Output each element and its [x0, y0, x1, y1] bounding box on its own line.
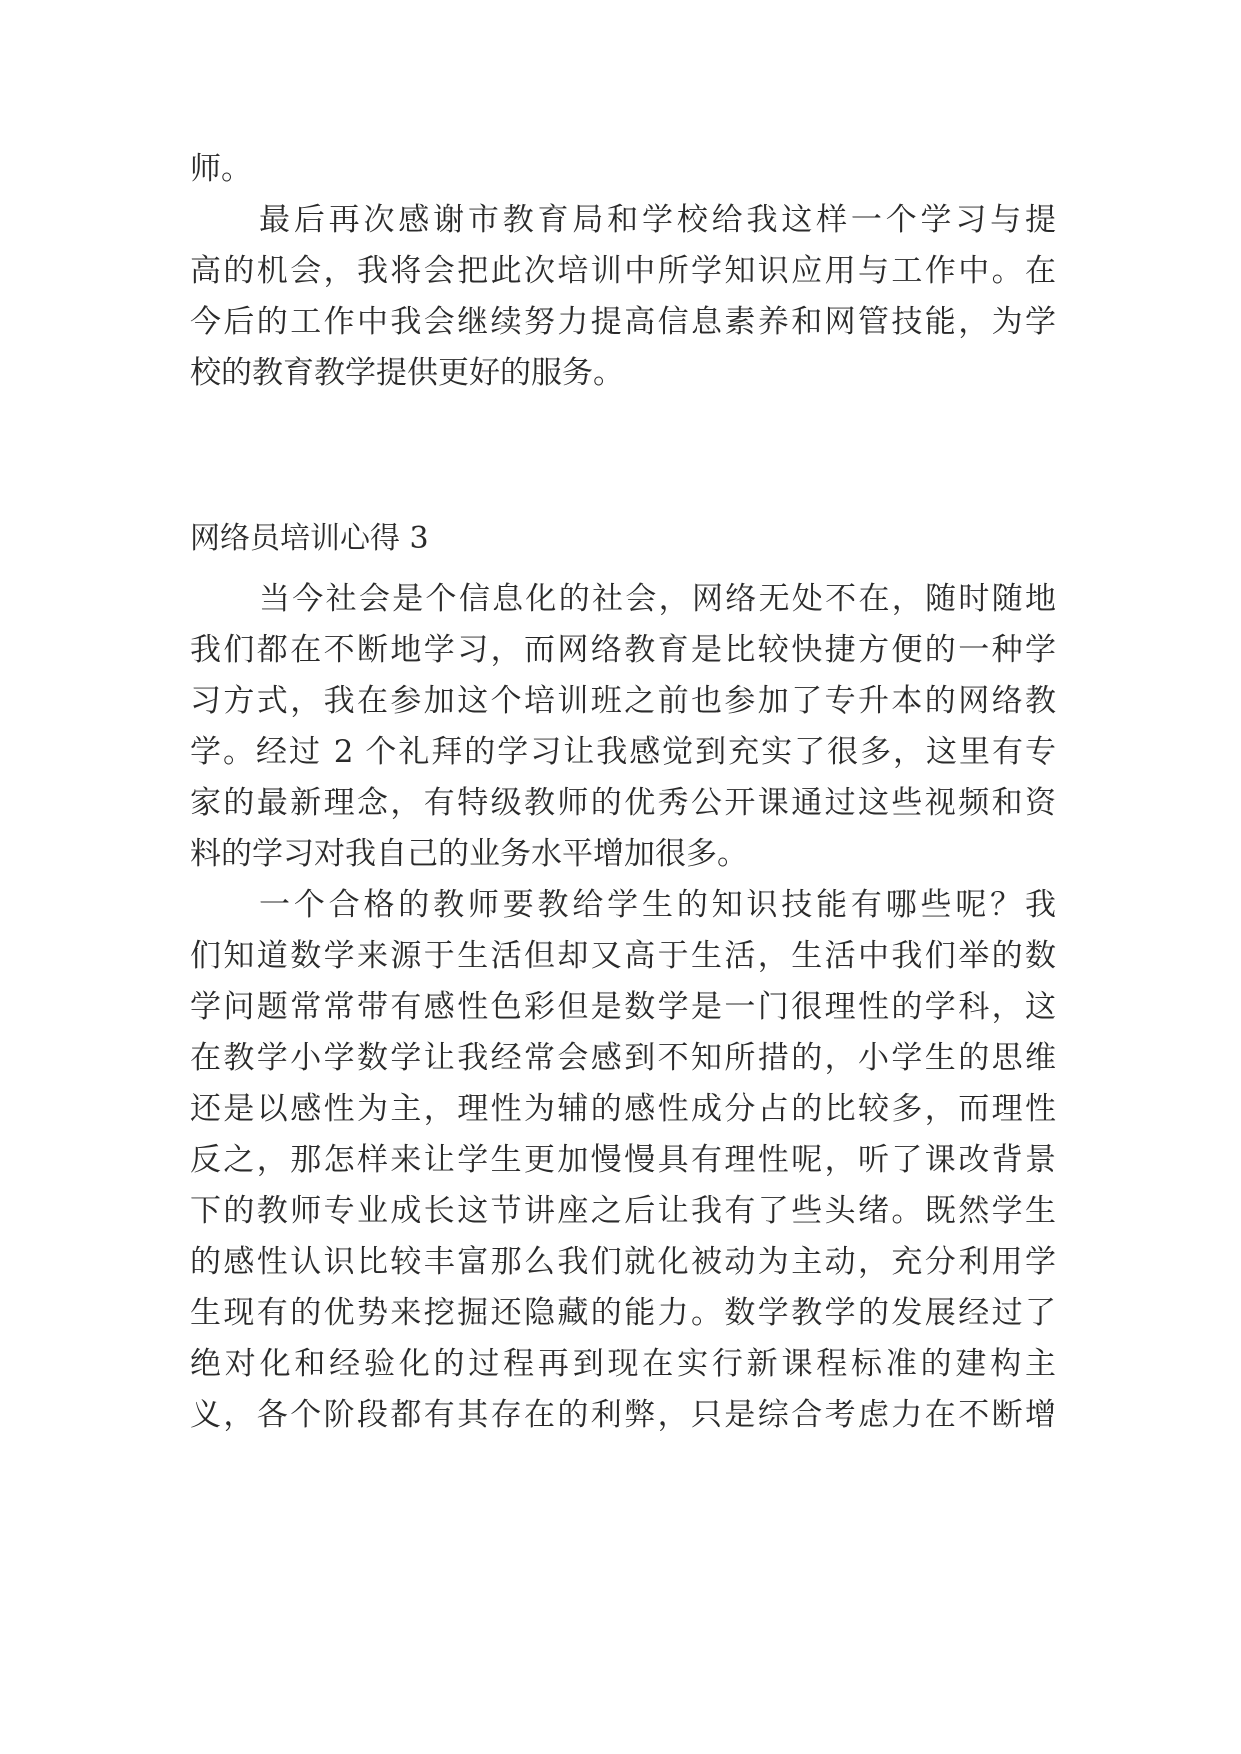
paragraph-line: 义，各个阶段都有其存在的利弊，只是综合考虑力在不断增	[190, 1397, 1056, 1433]
paragraph-line: 今后的工作中我会继续努力提高信息素养和网管技能，为学	[190, 304, 1056, 340]
paragraph-line: 料的学习对我自己的业务水平增加很多。	[190, 836, 748, 872]
paragraph-line: 反之，那怎样来让学生更加慢慢具有理性呢，听了课改背景	[190, 1142, 1056, 1178]
section-heading: 网络员培训心得 3	[190, 521, 429, 556]
paragraph-line: 生现有的优势来挖掘还隐藏的能力。数学教学的发展经过了	[190, 1295, 1056, 1331]
paragraph-line: 校的教育教学提供更好的服务。	[190, 355, 624, 391]
paragraph-line: 家的最新理念，有特级教师的优秀公开课通过这些视频和资	[190, 785, 1056, 821]
paragraph-line: 最后再次感谢市教育局和学校给我这样一个学习与提	[259, 202, 1056, 238]
paragraph-line: 绝对化和经验化的过程再到现在实行新课程标准的建构主	[190, 1346, 1056, 1382]
paragraph-line: 们知道数学来源于生活但却又高于生活，生活中我们举的数	[190, 938, 1056, 974]
paragraph-line: 习方式，我在参加这个培训班之前也参加了专升本的网络教	[190, 683, 1056, 719]
paragraph-line: 学问题常常带有感性色彩但是数学是一门很理性的学科，这	[190, 989, 1056, 1025]
paragraph-line: 在教学小学数学让我经常会感到不知所措的，小学生的思维	[190, 1040, 1056, 1076]
paragraph-line: 师。	[190, 151, 252, 187]
paragraph-line: 下的教师专业成长这节讲座之后让我有了些头绪。既然学生	[190, 1193, 1056, 1229]
paragraph-line: 的感性认识比较丰富那么我们就化被动为主动，充分利用学	[190, 1244, 1056, 1280]
paragraph-line: 一个合格的教师要教给学生的知识技能有哪些呢？我	[259, 887, 1056, 923]
paragraph-line: 学。经过 2 个礼拜的学习让我感觉到充实了很多，这里有专	[190, 734, 1056, 770]
paragraph-line: 我们都在不断地学习，而网络教育是比较快捷方便的一种学	[190, 632, 1056, 668]
paragraph-line: 高的机会，我将会把此次培训中所学知识应用与工作中。在	[190, 253, 1056, 289]
paragraph-line: 当今社会是个信息化的社会，网络无处不在，随时随地	[259, 581, 1056, 617]
paragraph-line: 还是以感性为主，理性为辅的感性成分占的比较多，而理性	[190, 1091, 1056, 1127]
